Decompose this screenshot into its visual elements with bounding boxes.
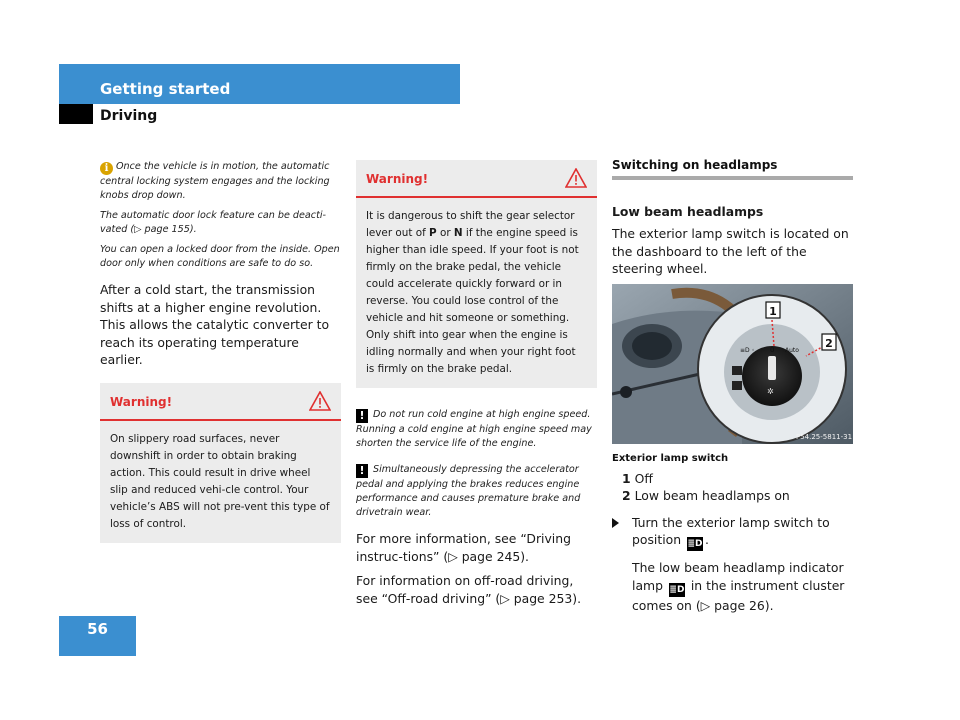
warning-triangle-icon [309,391,331,411]
step-result: The low beam headlamp indicator lamp ≣D in the instrument cluster comes on (▷ page 26). [632,560,845,613]
warning-header [356,160,597,198]
callout-2: 2 [825,336,833,350]
info-icon: i [100,162,113,175]
intro-paragraph: The exterior lamp switch is located on the dashboard to the left of the steering wheel. [612,226,849,276]
warning-title: Warning! [366,172,429,186]
subsection-title: Driving [100,108,158,124]
caution-icon: ! [356,464,368,478]
warning-box [100,383,341,543]
switch-position-auto: Auto [785,346,799,354]
cross-reference: For information on off-road driving, see “Off-road driving” (▷ page 253). [356,573,582,606]
warning-text: On slippery road surfaces, never downshift in order to obtain braking action. This could result in drive wheel slip and reduced vehi-cle control. Your vehicle’s ABS will not pre-vent this type of loss of control. [110,432,330,530]
column-middle [356,160,597,614]
photo-code: P54.25-5811-31 [796,432,853,441]
caution-note: ! Simultaneously depressing the accelerator pedal and applying the brakes reduces engine performance and causes premature brake and drivetrain wear. [356,464,581,518]
section-heading: Switching on headlamps [612,158,853,180]
column-left [100,160,341,543]
low-beam-indicator-icon: ≣D [669,584,685,595]
page-number: 56 [87,620,108,638]
header-marker [59,104,93,124]
column-right [612,158,853,614]
photo-caption: Exterior lamp switch [612,452,729,464]
legend-item: 1 Off [622,470,653,486]
svg-text:✲: ✲ [767,386,774,396]
caution-icon: ! [356,409,368,423]
info-note-line: The automatic door lock feature can be deacti-vated (▷ page 155). [100,210,326,235]
warning-header [100,383,341,421]
switch-position-zero: 0 [770,345,775,354]
lamp-switch-photo [612,284,853,444]
legend-item: 2 Low beam headlamps on [622,487,790,503]
body-paragraphs [356,530,597,607]
info-note: i Once the vehicle is in motion, the automatic central locking system engages and the locking knobs drop down. [100,161,330,201]
warning-text: It is dangerous to shift the gear selector lever out of P or N if the engine speed is higher than idle speed. If your foot is not firmly on the brake pedal, the vehicle could accelerate quickly forward or in reverse. You could lose control of the vehicle and hit someone or something. Only shift into gear when the engine is idling normally and when your right foot is firmly on the brake pedal. [366,210,579,375]
cross-reference: For more information, see “Driving instruc-tions” (▷ page 245). [356,531,571,564]
dashboard-illustration [612,284,853,444]
body-paragraph: After a cold start, the transmission shifts at a higher engine revolution. This allows the catalytic converter to reach its operating temperature earlier. [100,282,330,367]
sub-heading: Low beam headlamps [612,204,764,219]
section-title: Getting started [100,80,231,98]
warning-title: Warning! [110,394,173,409]
info-note-line: You can open a locked door from the inside. Open door only when conditions are safe to do so. [100,244,340,269]
step-arrow-icon [612,518,619,528]
caution-note: ! Do not run cold engine at high engine speed. Running a cold engine at high engine speed may shorten the service life of the engine. [356,409,592,449]
warning-box [356,160,597,388]
instruction-step: Turn the exterior lamp switch to position ≣D . [612,514,853,552]
warning-triangle-icon [565,168,587,188]
callout-1: 1 [769,304,777,318]
low-beam-icon: ≣D [687,539,703,549]
svg-text:≡D ◦: ≡D ◦ [740,346,756,354]
